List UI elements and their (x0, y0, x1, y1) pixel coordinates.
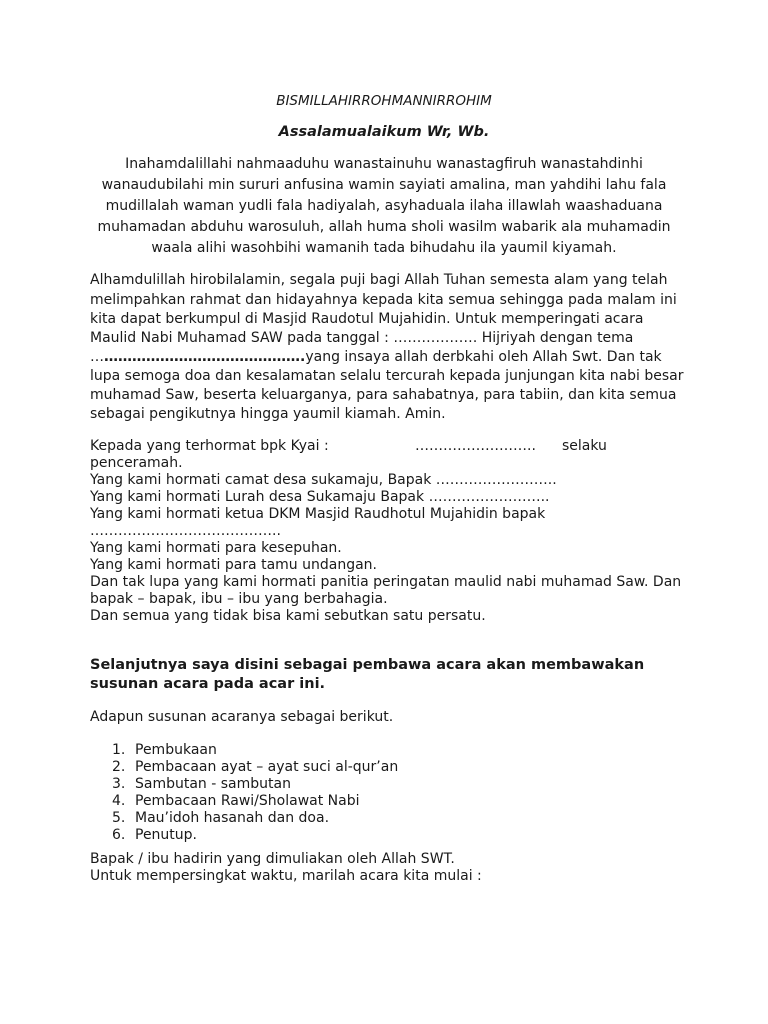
list-item-text: Pembacaan Rawi/Sholawat Nabi (135, 793, 360, 809)
list-item-text: Pembacaan ayat – ayat suci al-qur’an (135, 759, 399, 775)
list-item-number: 3. (112, 776, 126, 792)
list-item-text: Pembukaan (135, 742, 217, 758)
paragraph-theme-line (90, 348, 662, 366)
kyai-placeholder: …………………….. (415, 438, 536, 454)
respect-line: Yang kami hormati camat desa sukamaju, Bapak …………………….. (90, 472, 557, 488)
closing-line: Bapak / ibu hadirin yang dimuliakan oleh Allah SWT. (90, 851, 455, 867)
paragraph-line: muhamad Saw, beserta keluarganya, para sahabatnya, para tabiin, dan kita semua (90, 387, 677, 403)
list-item-number: 5. (112, 810, 126, 826)
paragraph-line: kita dapat berkumpul di Masjid Raudotul Mujahidin. Untuk memperingati acara (90, 311, 644, 327)
greeting: Assalamualaikum Wr, Wb. (278, 124, 490, 140)
document-title: BISMILLAHIRROHMANNIRROHIM (276, 93, 492, 109)
kyai-label: Kepada yang terhormat bpk Kyai : (90, 438, 329, 454)
paragraph-line: Alhamdulillah hirobilalamin, segala puji bagi Allah Tuhan semesta alam yang telah (90, 272, 668, 288)
theme-placeholder: ……………………………………. (104, 349, 306, 365)
respect-line: Yang kami hormati Lurah desa Sukamaju Bapak …………………….. (90, 489, 550, 505)
announcement-line: Selanjutnya saya disini sebagai pembawa acara akan membawakan (90, 657, 645, 673)
agenda-intro: Adapun susunan acaranya sebagai berikut. (90, 709, 394, 725)
paragraph-line: melimpahkan rahmat dan hidayahnya kepada kita semua sehingga pada malam ini (90, 292, 677, 308)
respect-line: Yang kami hormati para kesepuhan. (90, 540, 342, 556)
opening-line: Inahamdalillahi nahmaaduhu wanastainuhu wanastagfiruh wanastahdinhi (125, 156, 643, 172)
respect-line: Dan tak lupa yang kami hormati panitia peringatan maulid nabi muhamad Saw. Dan (90, 574, 682, 590)
paragraph-line: sebagai pengikutnya hingga yaumil kiamah. Amin. (90, 406, 446, 422)
closing-line: Untuk mempersingkat waktu, marilah acara kita mulai : (90, 868, 482, 884)
list-item-number: 2. (112, 759, 126, 775)
respect-line: ………………………………….. (90, 523, 281, 539)
opening-line: wanaudubilahi min sururi anfusina wamin sayiati amalina, man yahdihi lahu fala (101, 177, 667, 193)
announcement-line: susunan acara pada acar ini. (90, 676, 326, 692)
list-item-number: 6. (112, 827, 126, 843)
opening-line: mudillalah waman yudli fala hadiyalah, asyhaduala ilaha illawlah waashaduana (105, 198, 663, 214)
respect-line: Yang kami hormati ketua DKM Masjid Raudhotul Mujahidin bapak (90, 506, 546, 522)
kyai-role-cont: penceramah. (90, 455, 183, 471)
kyai-role: selaku (562, 438, 607, 454)
paragraph-line: Maulid Nabi Muhamad SAW pada tanggal : ……………… Hijriyah dengan tema (90, 330, 634, 346)
list-item-number: 1. (112, 742, 126, 758)
list-item-text: Mau’idoh hasanah dan doa. (135, 810, 330, 826)
theme-prefix: … (90, 349, 104, 365)
opening-line: muhamadan abduhu warosuluh, allah huma sholi wasilm wabarik ala muhamadin (97, 219, 671, 235)
respect-line: Dan semua yang tidak bisa kami sebutkan satu persatu. (90, 608, 486, 624)
list-item-number: 4. (112, 793, 126, 809)
paragraph-line: lupa semoga doa dan kesalamatan selalu tercurah kepada junjungan kita nabi besar (90, 368, 684, 384)
opening-line: waala alihi wasohbihi wamanih tada bihudahu ila yaumil kiyamah. (151, 240, 617, 256)
list-item-text: Penutup. (135, 827, 198, 843)
respect-line: Yang kami hormati para tamu undangan. (90, 557, 377, 573)
respect-line: bapak – bapak, ibu – ibu yang berbahagia. (90, 591, 388, 607)
list-item-text: Sambutan - sambutan (135, 776, 291, 792)
theme-suffix: yang insaya allah derbkahi oleh Allah Swt. Dan tak (305, 349, 662, 365)
